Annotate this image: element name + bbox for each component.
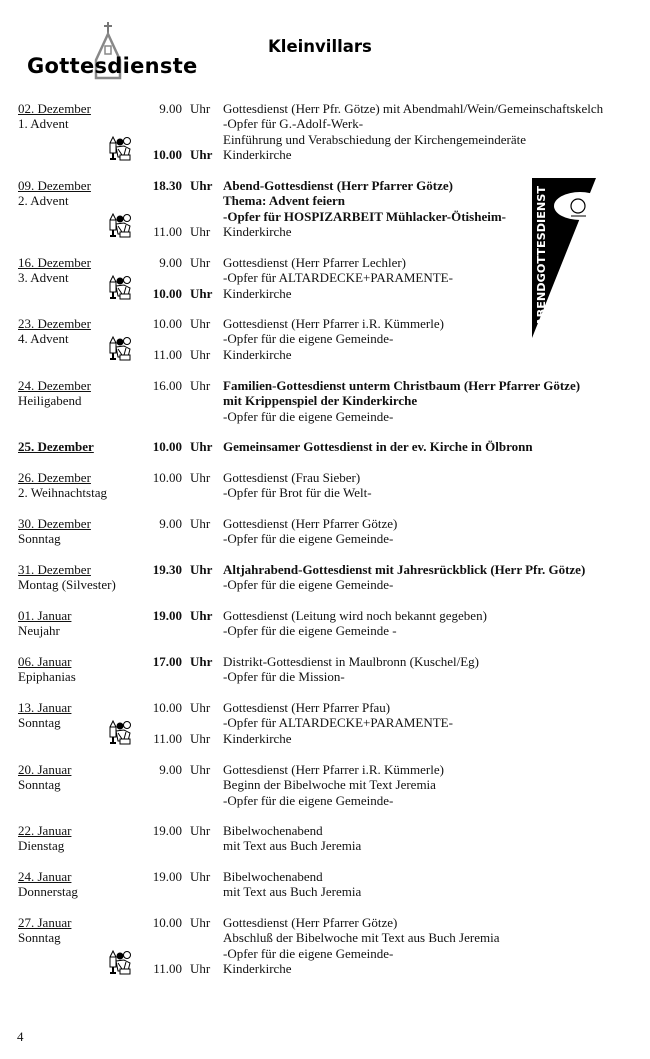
event-description: Kinderkirche <box>223 346 292 362</box>
event-line <box>0 669 650 684</box>
event-description: Bibelwochenabend <box>223 823 323 838</box>
event-description: Einführung und Verabschiedung der Kirchengemeinderäte <box>223 131 526 147</box>
event-day: Sonntag <box>18 930 61 946</box>
event-time: 19.00 <box>152 869 182 884</box>
kinderkirche-icon <box>108 212 132 238</box>
event-time: 18.30 <box>152 178 182 193</box>
event-date: 30. Dezember <box>18 516 91 531</box>
event-time: 10.00 <box>152 470 182 485</box>
event-time: 10.00 <box>152 439 182 454</box>
event-description: -Opfer für die eigene Gemeinde- <box>223 945 394 961</box>
event-description: Kinderkirche <box>223 285 292 301</box>
event-time: 9.00 <box>159 516 182 531</box>
event-description: mit Krippenspiel der Kinderkirche <box>223 393 418 409</box>
time-unit: Uhr <box>190 823 211 838</box>
event-time: 9.00 <box>159 762 182 777</box>
event-description: Gottesdienst (Frau Sieber) <box>223 470 361 485</box>
event-day: 1. Advent <box>18 116 69 132</box>
event-line <box>0 516 650 531</box>
event-time: 10.00 <box>152 915 182 930</box>
kinderkirche-icon <box>108 135 132 161</box>
event-date: 27. Januar <box>18 915 72 930</box>
time-unit: Uhr <box>190 915 211 930</box>
event-description: Gottesdienst (Herr Pfr. Götze) mit Abendmahl/Wein/Gemeinschaftskelch <box>223 101 604 116</box>
kinderkirche-icon <box>108 719 132 745</box>
event-description: -Opfer für HOSPIZARBEIT Mühlacker-Ötisheim- <box>223 208 506 224</box>
time-unit: Uhr <box>190 346 211 362</box>
event-line <box>0 147 650 162</box>
event-line <box>0 378 650 393</box>
event-date: 16. Dezember <box>18 255 91 270</box>
event-description: Distrikt-Gottesdienst in Maulbronn (Kuschel/Eg) <box>223 654 479 669</box>
event-time: 19.30 <box>152 562 182 577</box>
location-title: Kleinvillars <box>268 37 372 56</box>
event-date: 02. Dezember <box>18 101 91 116</box>
event-description: Abend-Gottesdienst (Herr Pfarrer Götze) <box>223 178 453 193</box>
event-date: 09. Dezember <box>18 178 91 193</box>
event-line <box>0 654 650 669</box>
event-description: -Opfer für die eigene Gemeinde- <box>223 531 394 547</box>
time-unit: Uhr <box>190 516 211 531</box>
event-description: Thema: Advent feiern <box>223 193 346 209</box>
event-date: 25. Dezember <box>18 439 94 454</box>
event-time: 19.00 <box>152 823 182 838</box>
kinderkirche-icon <box>108 335 132 361</box>
event-line <box>0 562 650 577</box>
event-day: Montag (Silvester) <box>18 577 116 593</box>
time-unit: Uhr <box>190 700 211 715</box>
event-date: 24. Januar <box>18 869 72 884</box>
event-line <box>0 485 650 500</box>
time-unit: Uhr <box>190 378 211 393</box>
time-unit: Uhr <box>190 147 213 163</box>
event-line <box>0 577 650 592</box>
event-description: -Opfer für ALTARDECKE+PARAMENTE- <box>223 270 453 286</box>
event-description: Gottesdienst (Herr Pfarrer Lechler) <box>223 255 406 270</box>
event-line <box>0 608 650 623</box>
time-unit: Uhr <box>190 178 213 193</box>
time-unit: Uhr <box>190 961 211 977</box>
event-time: 9.00 <box>159 101 182 116</box>
event-line <box>0 531 650 546</box>
event-line <box>0 700 650 715</box>
event-line <box>0 961 650 976</box>
time-unit: Uhr <box>190 562 213 577</box>
event-description: Kinderkirche <box>223 147 292 163</box>
event-line <box>0 884 650 899</box>
event-time: 9.00 <box>159 255 182 270</box>
event-description: -Opfer für ALTARDECKE+PARAMENTE- <box>223 715 453 731</box>
event-line <box>0 270 650 285</box>
event-description: mit Text aus Buch Jeremia <box>223 884 362 900</box>
event-day: 2. Advent <box>18 193 69 209</box>
event-line <box>0 838 650 853</box>
event-line <box>0 470 650 485</box>
event-description: Gottesdienst (Herr Pfarrer i.R. Kümmerle) <box>223 316 444 331</box>
event-description: -Opfer für die eigene Gemeinde- <box>223 408 394 424</box>
event-description: -Opfer für die eigene Gemeinde- <box>223 577 394 593</box>
event-line <box>0 193 650 208</box>
event-description: Gottesdienst (Herr Pfarrer Götze) <box>223 915 398 930</box>
event-line <box>0 393 650 408</box>
event-time: 11.00 <box>153 224 182 240</box>
event-line <box>0 823 650 838</box>
page-number: 4 <box>17 1029 24 1044</box>
event-description: Gottesdienst (Herr Pfarrer Pfau) <box>223 700 391 715</box>
event-line <box>0 316 650 331</box>
event-line <box>0 869 650 884</box>
event-time: 11.00 <box>153 730 182 746</box>
event-date: 26. Dezember <box>18 470 91 485</box>
event-day: Sonntag <box>18 777 61 793</box>
event-day: 2. Weihnachtstag <box>18 485 107 501</box>
event-date: 20. Januar <box>18 762 72 777</box>
event-description: Abschluß der Bibelwoche mit Text aus Buch Jeremia <box>223 930 500 946</box>
event-day: Dienstag <box>18 838 65 854</box>
event-line <box>0 777 650 792</box>
time-unit: Uhr <box>190 470 211 485</box>
event-description: Altjahrabend-Gottesdienst mit Jahresrückblick (Herr Pfr. Götze) <box>223 562 586 577</box>
event-description: -Opfer für G.-Adolf-Werk- <box>223 116 364 132</box>
event-date: 22. Januar <box>18 823 72 838</box>
event-time: 17.00 <box>152 654 182 669</box>
event-description: Bibelwochenabend <box>223 869 323 884</box>
event-line <box>0 255 650 270</box>
time-unit: Uhr <box>190 439 213 454</box>
event-line <box>0 331 650 346</box>
time-unit: Uhr <box>190 762 211 777</box>
time-unit: Uhr <box>190 869 211 884</box>
event-time: 10.00 <box>152 147 182 163</box>
event-time: 11.00 <box>153 961 182 977</box>
event-line <box>0 762 650 777</box>
event-line <box>0 915 650 930</box>
event-line <box>0 347 650 362</box>
event-description: -Opfer für die eigene Gemeinde - <box>223 623 397 639</box>
event-time: 10.00 <box>152 285 182 301</box>
event-description: Gottesdienst (Herr Pfarrer Götze) <box>223 516 398 531</box>
time-unit: Uhr <box>190 654 213 669</box>
event-description: mit Text aus Buch Jeremia <box>223 838 362 854</box>
event-day: Heiligabend <box>18 393 82 409</box>
event-day: Epiphanias <box>18 669 76 685</box>
event-day: 3. Advent <box>18 270 69 286</box>
event-date: 13. Januar <box>18 700 72 715</box>
event-line <box>0 623 650 638</box>
event-line <box>0 715 650 730</box>
event-description: -Opfer für die eigene Gemeinde- <box>223 792 394 808</box>
event-time: 10.00 <box>152 700 182 715</box>
kinderkirche-icon <box>108 274 132 300</box>
event-description: Kinderkirche <box>223 224 292 240</box>
event-description: Gemeinsamer Gottesdienst in der ev. Kirche in Ölbronn <box>223 439 533 454</box>
event-description: Kinderkirche <box>223 730 292 746</box>
event-line <box>0 132 650 147</box>
event-date: 23. Dezember <box>18 316 91 331</box>
event-line <box>0 224 650 239</box>
banner-text: ABENDGOTTESDIENST <box>536 195 548 326</box>
event-line <box>0 439 650 454</box>
event-description: -Opfer für die Mission- <box>223 669 345 685</box>
page-title: Gottesdienste <box>27 54 198 78</box>
time-unit: Uhr <box>190 224 211 240</box>
event-date: 01. Januar <box>18 608 72 623</box>
event-description: Kinderkirche <box>223 961 292 977</box>
event-time: 11.00 <box>153 346 182 362</box>
time-unit: Uhr <box>190 255 211 270</box>
event-description: -Opfer für Brot für die Welt- <box>223 485 372 501</box>
event-day: Donnerstag <box>18 884 78 900</box>
time-unit: Uhr <box>190 316 211 331</box>
event-line <box>0 209 650 224</box>
event-day: 4. Advent <box>18 331 69 347</box>
event-time: 16.00 <box>152 378 182 393</box>
event-line <box>0 793 650 808</box>
event-date: 24. Dezember <box>18 378 91 393</box>
event-day: Sonntag <box>18 531 61 547</box>
event-time: 10.00 <box>152 316 182 331</box>
event-line <box>0 409 650 424</box>
event-description: Familien-Gottesdienst unterm Christbaum (Herr Pfarrer Götze) <box>223 378 581 393</box>
event-day: Neujahr <box>18 623 60 639</box>
event-description: Gottesdienst (Herr Pfarrer i.R. Kümmerle) <box>223 762 444 777</box>
time-unit: Uhr <box>190 285 213 301</box>
event-line <box>0 930 650 945</box>
time-unit: Uhr <box>190 101 211 116</box>
event-description: -Opfer für die eigene Gemeinde- <box>223 331 394 347</box>
event-line <box>0 116 650 131</box>
event-description: Beginn der Bibelwoche mit Text Jeremia <box>223 777 436 793</box>
time-unit: Uhr <box>190 730 211 746</box>
event-line <box>0 286 650 301</box>
time-unit: Uhr <box>190 608 213 623</box>
event-time: 19.00 <box>152 608 182 623</box>
event-line <box>0 946 650 961</box>
event-day: Sonntag <box>18 715 61 731</box>
kinderkirche-icon <box>108 949 132 975</box>
event-date: 06. Januar <box>18 654 72 669</box>
event-line <box>0 101 650 116</box>
event-description: Gottesdienst (Leitung wird noch bekannt gegeben) <box>223 608 487 623</box>
event-line <box>0 731 650 746</box>
event-date: 31. Dezember <box>18 562 91 577</box>
event-line <box>0 178 650 193</box>
